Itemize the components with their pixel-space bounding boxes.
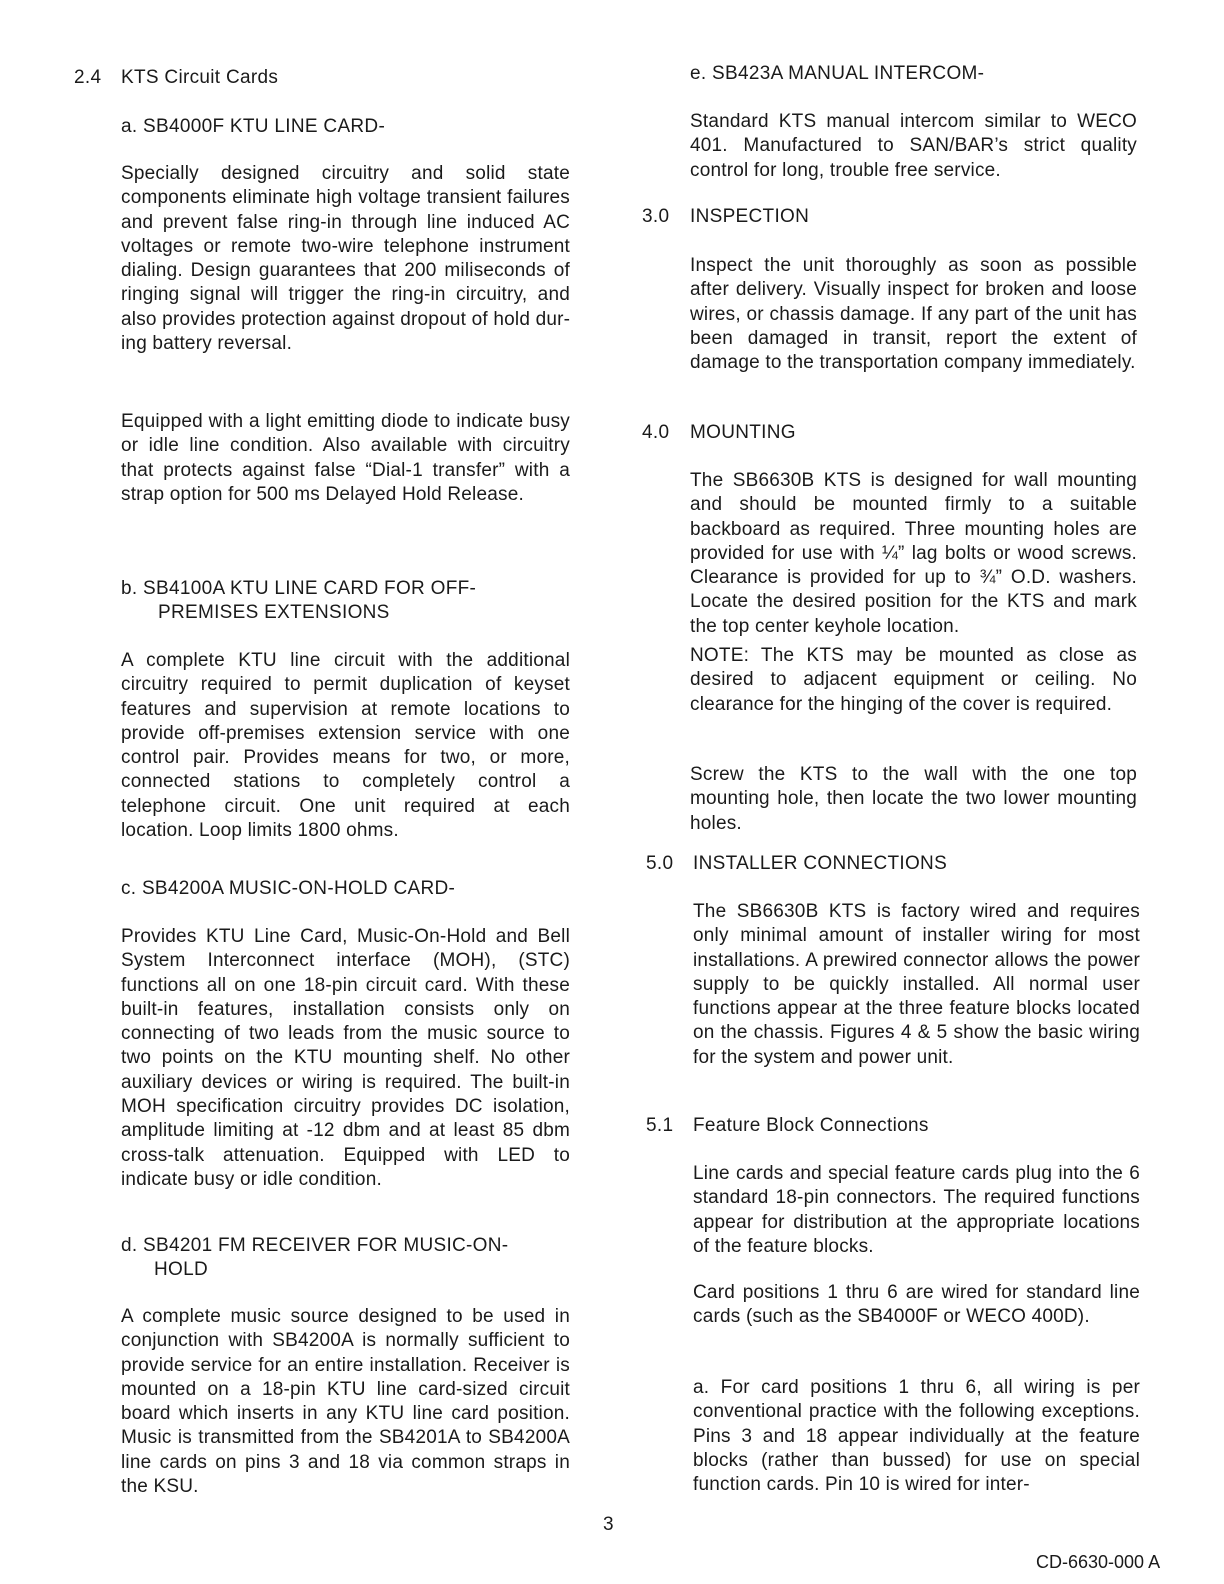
- subsection-heading: d. SB4201 FM RECEIVER FOR MUSIC-ON-: [121, 1235, 509, 1256]
- paragraph: Card positions 1 thru 6 are wired for standard line cards (such as the SB4000F or WECO 400D).: [693, 1282, 1140, 1328]
- paragraph: Inspect the unit thoroughly as soon as possible after delivery. Visually inspect for broken and loose wires, or chassis damage. If any part of the unit has been damaged in transit, report the extent of damage to the transportation company immediately.: [690, 255, 1137, 374]
- section-title: INSPECTION: [690, 206, 810, 227]
- paragraph: Standard KTS manual intercom similar to WECO 401. Manufactured to SAN/BAR’s strict quality control for long, trouble free service.: [690, 111, 1137, 181]
- section-number: 4.0: [642, 422, 670, 443]
- section-title: MOUNTING: [690, 422, 796, 443]
- section-number: 2.4: [74, 67, 102, 88]
- section-number: 5.0: [646, 853, 674, 874]
- paragraph: A complete KTU line circuit with the additional circuitry required to permit duplication of keyset features and supervision at remote locations to provide off-premises extension service with one control pair. Provides means for two, or more, connected stations to completely control a telephone circuit. One unit required at each location. Loop limits 1800 ohms.: [121, 650, 570, 842]
- section-title: KTS Circuit Cards: [121, 67, 279, 88]
- paragraph: A complete music source designed to be used in conjunction with SB4200A is normally sufficient to provide service for an entire installation. Receiver is mounted on a 18-pin KTU line card-sized circuit board which inserts in any KTU line card position. Music is transmitted from the SB4201A to SB4200A line cards on pins 3 and 18 via common straps in the KSU.: [121, 1306, 570, 1498]
- paragraph: The SB6630B KTS is factory wired and requires only minimal amount of installer wiring for most installations. A prewired connector allows the power supply to be quickly installed. All normal user functions appear at the three feature blocks located on the chassis. Figures 4 & 5 show the basic wiring for the system and power unit.: [693, 901, 1140, 1068]
- paragraph: Equipped with a light emitting diode to indicate busy or idle line condition. Also available with circuitry that protects against false “Dial-1 transfer” with a strap option for 500 ms Delayed Hold Release.: [121, 411, 570, 505]
- section-title: INSTALLER CONNECTIONS: [693, 853, 948, 874]
- subsection-heading-continued: HOLD: [154, 1259, 208, 1280]
- document-code: CD-6630-000 A: [1036, 1552, 1161, 1572]
- paragraph: Provides KTU Line Card, Music-On-Hold and Bell System Interconnect interface (MOH), (STC) functions all on one 18-pin circuit card. With these built-in features, installation consists only on connecting of two leads from the music source to two points on the KTU mounting shelf. No other auxiliary devices or wiring is required. The built-in MOH specification circuitry provides DC isolation, amplitude limiting at -12 dbm and at least 85 dbm cross-talk attenuation. Equipped with LED to indicate busy or idle condition.: [121, 926, 570, 1190]
- paragraph: Specially designed circuitry and solid state components eliminate high voltage transient failures and prevent false ring-in through line induced AC voltages or remote two-wire telephone instrument dialing. Design guarantees that 200 miliseconds of ringing signal will trigger the ring-in circuitry, and also provides protection against dropout of hold during battery reversal.: [121, 163, 570, 355]
- page-number: 3: [603, 1514, 614, 1535]
- paragraph: Screw the KTS to the wall with the one top mounting hole, then locate the two lower mounting holes.: [690, 764, 1137, 834]
- subsection-heading: c. SB4200A MUSIC-ON-HOLD CARD-: [121, 878, 456, 899]
- paragraph: a. For card positions 1 thru 6, all wiring is per conventional practice with the following exceptions. Pins 3 and 18 appear individually at the feature blocks (rather than bussed) for use on special function cards. Pin 10 is wired for inter-: [693, 1377, 1140, 1496]
- section-number: 3.0: [642, 206, 670, 227]
- subsection-heading: b. SB4100A KTU LINE CARD FOR OFF-: [121, 578, 477, 599]
- section-number: 5.1: [646, 1115, 674, 1136]
- subsection-heading: e. SB423A MANUAL INTERCOM-: [690, 63, 985, 84]
- subsection-heading: a. SB4000F KTU LINE CARD-: [121, 116, 386, 137]
- paragraph: Line cards and special feature cards plug into the 6 standard 18-pin connectors. The required functions appear for distribution at the appropriate locations of the feature blocks.: [693, 1163, 1140, 1257]
- subsection-heading-continued: PREMISES EXTENSIONS: [158, 602, 390, 623]
- note-paragraph: NOTE: The KTS may be mounted as close as desired to adjacent equipment or ceiling. No clearance for the hinging of the cover is required.: [690, 645, 1137, 715]
- section-title: Feature Block Connections: [693, 1115, 929, 1136]
- paragraph: The SB6630B KTS is designed for wall mounting and should be mounted firmly to a suitable backboard as required. Three mounting holes are provided for use with ¼” lag bolts or wood screws. Clearance is provided for up to ¾” O.D. washers. Locate the desired position for the KTS and mark the top center keyhole location.: [690, 470, 1137, 637]
